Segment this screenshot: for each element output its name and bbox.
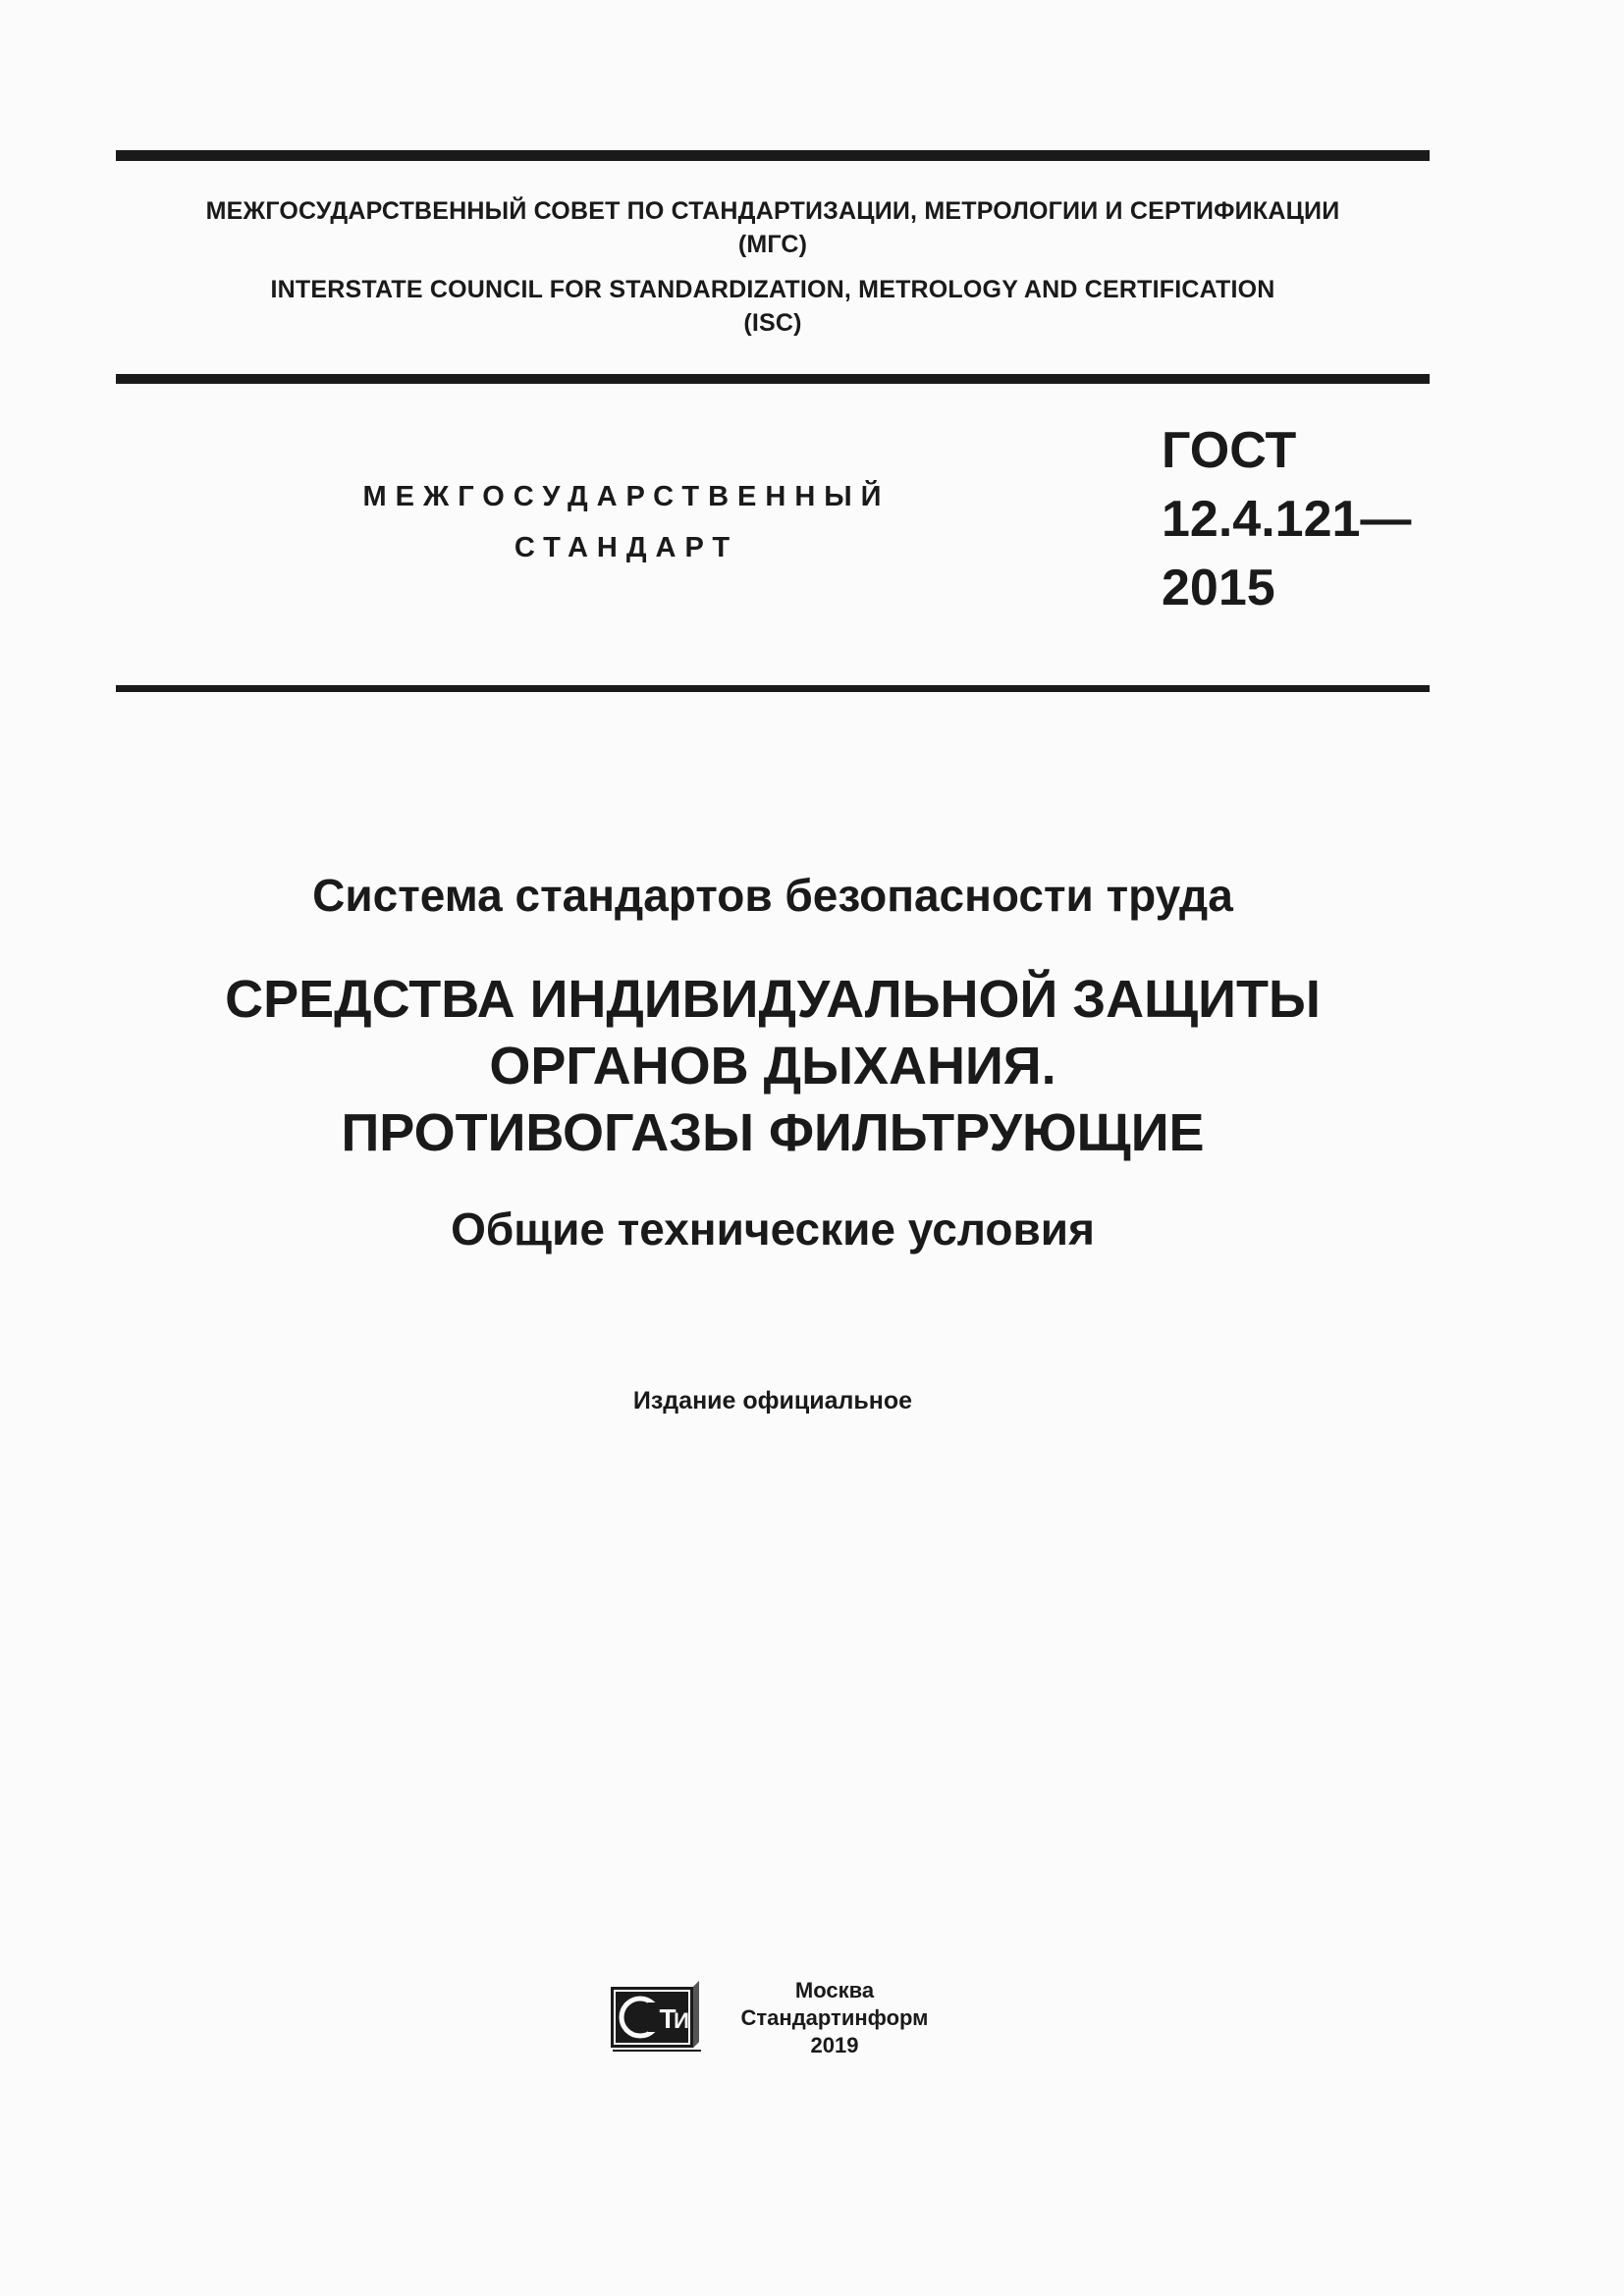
document-title — [0, 966, 1545, 1166]
header-divider — [116, 374, 1430, 384]
standard-divider — [116, 685, 1430, 692]
gost-code: 12.4.121— — [1162, 491, 1412, 548]
top-divider — [116, 150, 1430, 161]
publisher-info — [727, 1977, 943, 2059]
svg-text:И: И — [674, 2008, 689, 2033]
publisher-year: 2019 — [810, 2033, 859, 2057]
council-name-en — [116, 273, 1430, 340]
document-subtitle: Общие технические условия — [451, 1203, 1095, 1255]
standard-kind-line2: СТАНДАРТ — [514, 532, 739, 563]
council-name-en-line: INTERSTATE COUNCIL FOR STANDARDIZATION, METROLOGY AND CERTIFICATION — [270, 276, 1275, 303]
edition-note: Издание официальное — [632, 1387, 913, 1415]
gost-label: ГОСТ — [1162, 422, 1297, 479]
publisher-city: Москва — [794, 1978, 875, 2002]
svg-text:Т: Т — [659, 2003, 677, 2034]
publisher-name: Стандартинформ — [740, 2005, 929, 2030]
council-name-ru-line: МЕЖГОСУДАРСТВЕННЫЙ СОВЕТ ПО СТАНДАРТИЗАЦИИ, МЕТРОЛОГИИ И СЕРТИФИКАЦИИ — [205, 197, 1340, 225]
council-abbr-en: (ISC) — [743, 309, 802, 337]
document-title-line1: СРЕДСТВА ИНДИВИДУАЛЬНОЙ ЗАЩИТЫ — [225, 970, 1321, 1029]
council-abbr-ru: (МГС) — [737, 231, 808, 258]
gost-number — [1162, 416, 1411, 622]
gost-year: 2015 — [1162, 560, 1275, 616]
document-title-line3: ПРОТИВОГАЗЫ ФИЛЬТРУЮЩИЕ — [341, 1103, 1205, 1162]
standard-kind-line1: МЕЖГОСУДАРСТВЕННЫЙ — [362, 481, 891, 512]
council-name-ru — [116, 194, 1430, 261]
standard-kind — [295, 471, 958, 573]
series-title: Система стандартов безопасности труда — [312, 870, 1233, 921]
document-title-line2: ОРГАНОВ ДЫХАНИЯ. — [489, 1037, 1056, 1095]
standartinform-logo-icon — [611, 1979, 705, 2054]
